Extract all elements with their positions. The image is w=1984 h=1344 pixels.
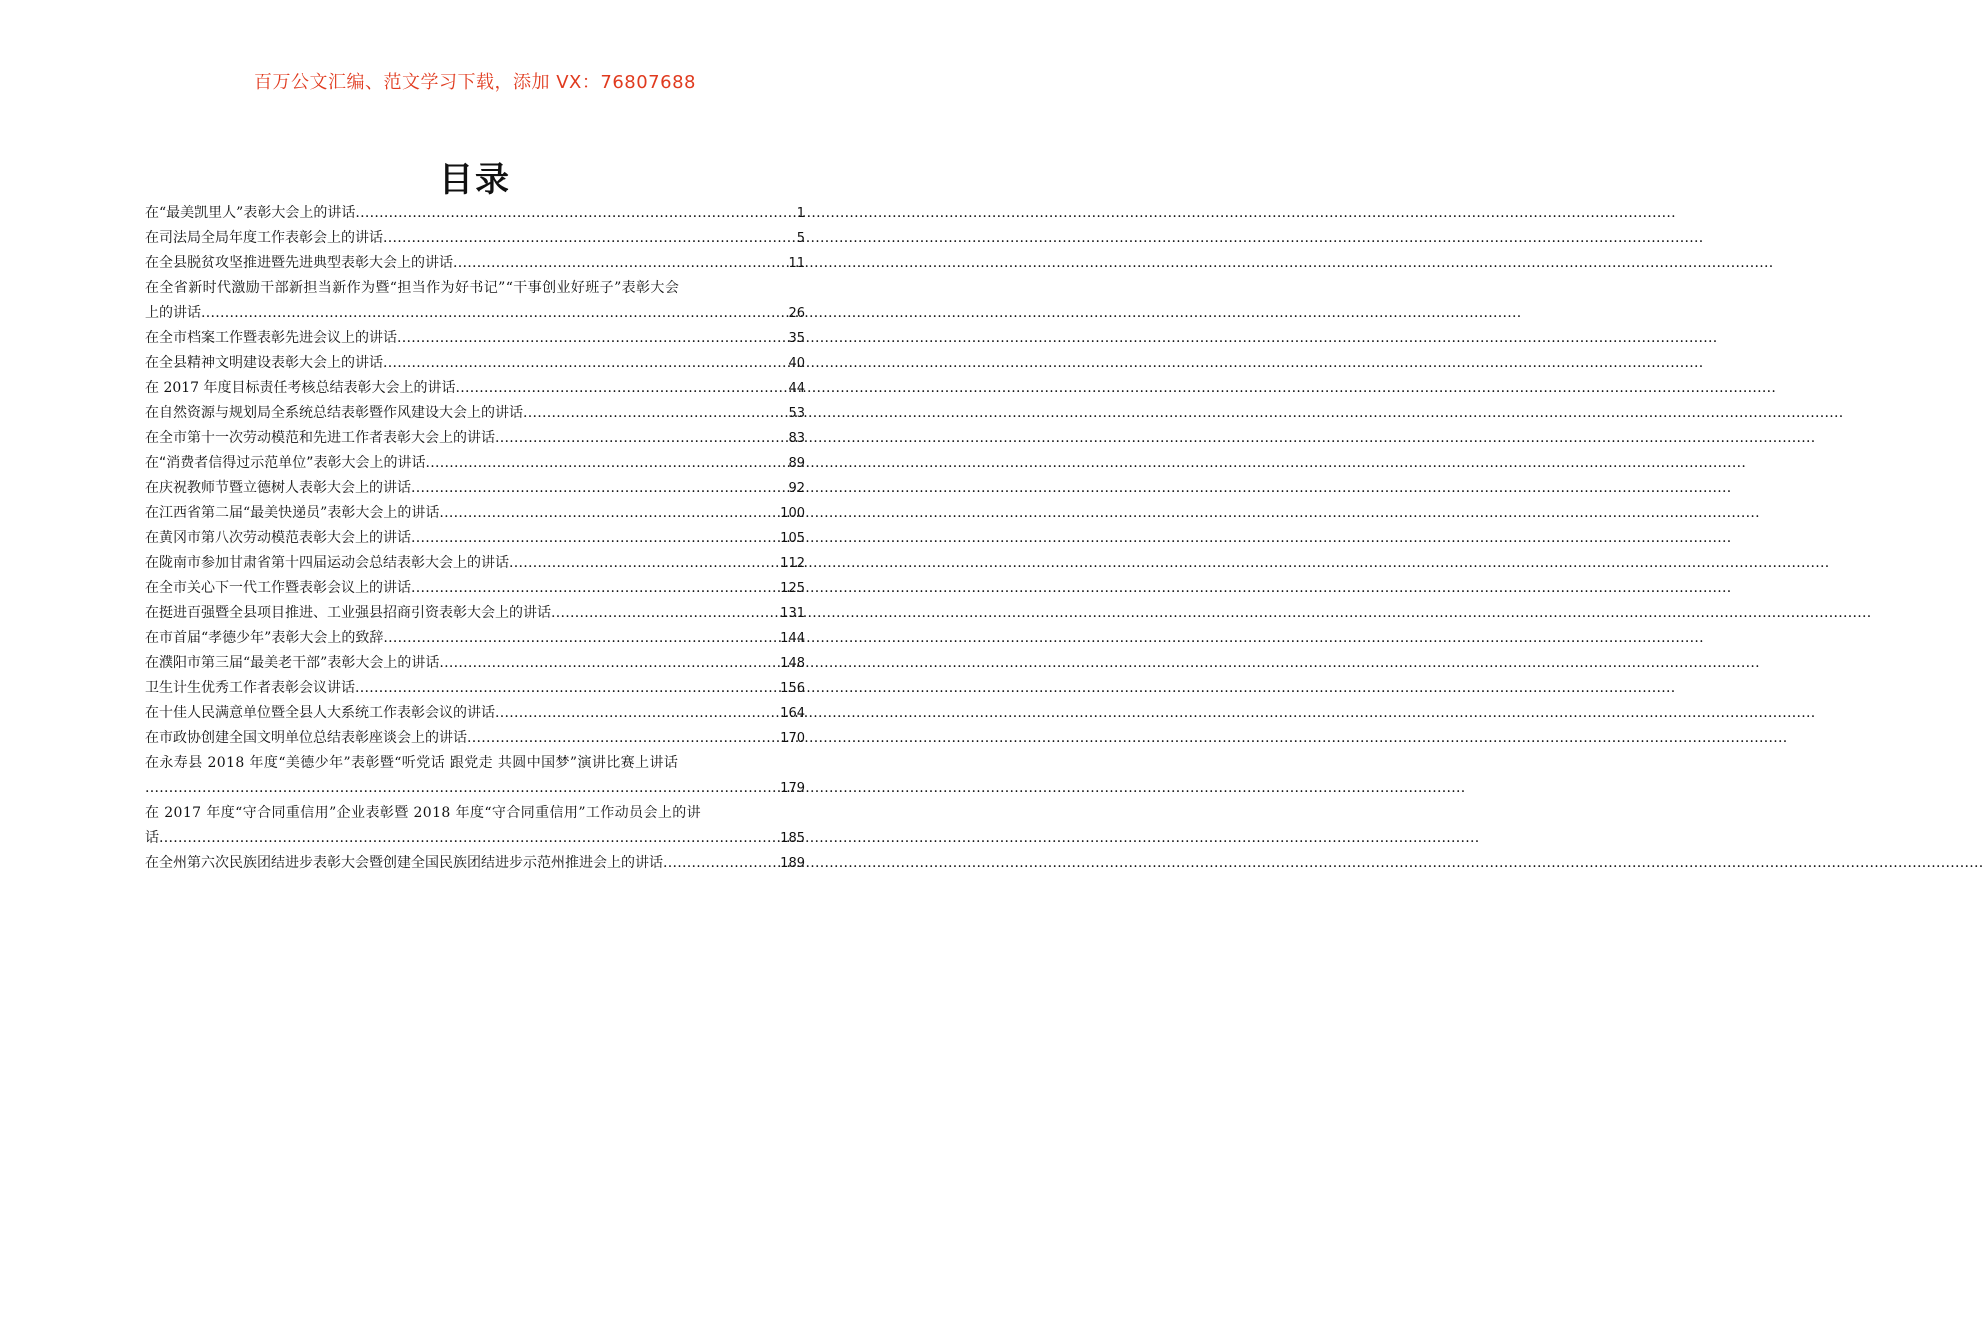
toc-entry[interactable] xyxy=(145,251,805,276)
toc-entry-page: 148 xyxy=(780,656,805,671)
toc-leader-dots xyxy=(453,251,788,276)
toc-leader-dots xyxy=(411,526,780,551)
toc-entry-title: 在全州第六次民族团结进步表彰大会暨创建全国民族团结进步示范州推进会上的讲话 xyxy=(145,855,663,871)
toc-entry-page: 125 xyxy=(780,581,805,596)
toc-entry[interactable] xyxy=(145,501,805,526)
toc-entry-page: 189 xyxy=(780,856,805,871)
toc-leader-dots xyxy=(426,451,789,476)
toc-entry-title: 在 2017 年度目标责任考核总结表彰大会上的讲话 xyxy=(145,380,456,396)
toc-entry-page: 185 xyxy=(780,831,805,846)
toc-entry-page: 156 xyxy=(780,681,805,696)
toc-entry-title: 在全县精神文明建设表彰大会上的讲话 xyxy=(145,355,383,371)
toc-entry[interactable] xyxy=(145,201,805,226)
toc-leader-dots xyxy=(467,726,780,751)
toc-leader-dots xyxy=(439,501,780,526)
toc-entry-title: 在“消费者信得过示范单位”表彰大会上的讲话 xyxy=(145,455,426,471)
toc-leader-dots xyxy=(145,776,780,801)
toc-leader-dots xyxy=(383,351,788,376)
toc-entry-title: 话 xyxy=(145,830,159,846)
toc-entry-page: 11 xyxy=(788,256,805,271)
toc-leader-dots xyxy=(411,476,788,501)
toc-leader-dots xyxy=(397,326,788,351)
toc-entry-page: 44 xyxy=(788,381,805,396)
toc-entry-title: 在江西省第二届“最美快递员”表彰大会上的讲话 xyxy=(145,505,440,521)
toc-leader-dots xyxy=(523,401,788,426)
toc-entry-title-line1: 在永寿县 2018 年度“美德少年”表彰暨“听党话 跟党走 共圆中国梦”演讲比赛上讲话 xyxy=(145,755,679,771)
toc-leader-dots xyxy=(439,651,780,676)
toc-entry[interactable] xyxy=(145,601,805,626)
toc-entry-page: 112 xyxy=(780,556,805,571)
toc-entry[interactable] xyxy=(145,451,805,476)
toc-entry-title: 在全市第十一次劳动模范和先进工作者表彰大会上的讲话 xyxy=(145,430,495,446)
toc-leader-dots xyxy=(159,826,780,851)
toc-entry[interactable] xyxy=(145,676,805,701)
toc-entry-page: 179 xyxy=(780,781,805,796)
toc-entry-page: 100 xyxy=(780,506,805,521)
toc-entry[interactable] xyxy=(145,576,805,601)
toc-entry-page: 1 xyxy=(796,206,805,221)
toc-entry[interactable] xyxy=(145,351,805,376)
toc-entry-title: 上的讲话 xyxy=(145,305,201,321)
toc-leader-dots xyxy=(355,201,796,226)
toc-entry[interactable] xyxy=(145,701,805,726)
toc-entry-title: 在全市档案工作暨表彰先进会议上的讲话 xyxy=(145,330,397,346)
toc-entry[interactable] xyxy=(145,426,805,451)
toc-entry[interactable] xyxy=(145,551,805,576)
toc-entry-title: 在庆祝教师节暨立德树人表彰大会上的讲话 xyxy=(145,480,411,496)
toc-entry[interactable] xyxy=(145,526,805,551)
toc-entry-title: 在全市关心下一代工作暨表彰会议上的讲话 xyxy=(145,580,411,596)
toc-entry-title: 在陇南市参加甘肃省第十四届运动会总结表彰大会上的讲话 xyxy=(145,555,509,571)
toc-entry-page: 83 xyxy=(788,431,805,446)
toc-entry-page: 92 xyxy=(788,481,805,496)
toc-leader-dots xyxy=(355,676,780,701)
toc-leader-dots xyxy=(456,376,789,401)
toc-entry[interactable] xyxy=(145,726,805,751)
toc-leader-dots xyxy=(509,551,780,576)
toc-entry[interactable] xyxy=(145,851,805,876)
toc-entry-title: 在市首届“孝德少年”表彰大会上的致辞 xyxy=(145,630,384,646)
toc-entry-page: 164 xyxy=(780,706,805,721)
toc-entry-page: 144 xyxy=(780,631,805,646)
toc-entry-page: 35 xyxy=(788,331,805,346)
toc-entry[interactable] xyxy=(145,226,805,251)
toc-entry-page: 26 xyxy=(788,306,805,321)
toc-entry[interactable] xyxy=(145,476,805,501)
toc-entry-page: 89 xyxy=(788,456,805,471)
toc-entry[interactable] xyxy=(145,751,805,801)
toc-leader-dots xyxy=(383,226,797,251)
toc-entry[interactable] xyxy=(145,376,805,401)
toc-entry[interactable] xyxy=(145,651,805,676)
toc-leader-dots xyxy=(495,426,788,451)
toc-entry-page: 131 xyxy=(780,606,805,621)
toc-entry-title: 在司法局全局年度工作表彰会上的讲话 xyxy=(145,230,383,246)
toc-entry-title: 在挺进百强暨全县项目推进、工业强县招商引资表彰大会上的讲话 xyxy=(145,605,551,621)
toc-entry[interactable] xyxy=(145,276,805,326)
toc-entry[interactable] xyxy=(145,401,805,426)
toc-entry-title-line1: 在全省新时代激励干部新担当新作为暨“担当作为好书记”“干事创业好班子”表彰大会 xyxy=(145,280,680,296)
toc-entry-title: 在“最美凯里人”表彰大会上的讲话 xyxy=(145,205,356,221)
toc-entry-title: 卫生计生优秀工作者表彰会议讲话 xyxy=(145,680,355,696)
toc-leader-dots xyxy=(663,851,780,876)
table-of-contents xyxy=(145,201,805,876)
header-banner: 百万公文汇编、范文学习下载，添加 VX：76807688 xyxy=(254,72,696,93)
toc-leader-dots xyxy=(495,701,780,726)
toc-entry-page: 53 xyxy=(788,406,805,421)
toc-entry-title: 在自然资源与规划局全系统总结表彰暨作风建设大会上的讲话 xyxy=(145,405,523,421)
toc-entry-page: 40 xyxy=(788,356,805,371)
toc-entry-title: 在黄冈市第八次劳动模范表彰大会上的讲话 xyxy=(145,530,411,546)
toc-entry-page: 170 xyxy=(780,731,805,746)
toc-entry[interactable] xyxy=(145,626,805,651)
toc-leader-dots xyxy=(411,576,780,601)
toc-entry[interactable] xyxy=(145,326,805,351)
toc-entry-title-line1: 在 2017 年度“守合同重信用”企业表彰暨 2018 年度“守合同重信用”工作动员会上的讲 xyxy=(145,805,702,821)
toc-entry-page: 5 xyxy=(796,231,805,246)
toc-entry-title: 在全县脱贫攻坚推进暨先进典型表彰大会上的讲话 xyxy=(145,255,453,271)
toc-leader-dots xyxy=(551,601,780,626)
page-title: 目录 xyxy=(439,160,511,200)
toc-entry-title: 在十佳人民满意单位暨全县人大系统工作表彰会议的讲话 xyxy=(145,705,495,721)
toc-entry-title: 在濮阳市第三届“最美老干部”表彰大会上的讲话 xyxy=(145,655,440,671)
toc-entry-title: 在市政协创建全国文明单位总结表彰座谈会上的讲话 xyxy=(145,730,467,746)
toc-leader-dots xyxy=(201,301,788,326)
toc-leader-dots xyxy=(383,626,780,651)
toc-entry[interactable] xyxy=(145,801,805,851)
toc-entry-page: 105 xyxy=(780,531,805,546)
